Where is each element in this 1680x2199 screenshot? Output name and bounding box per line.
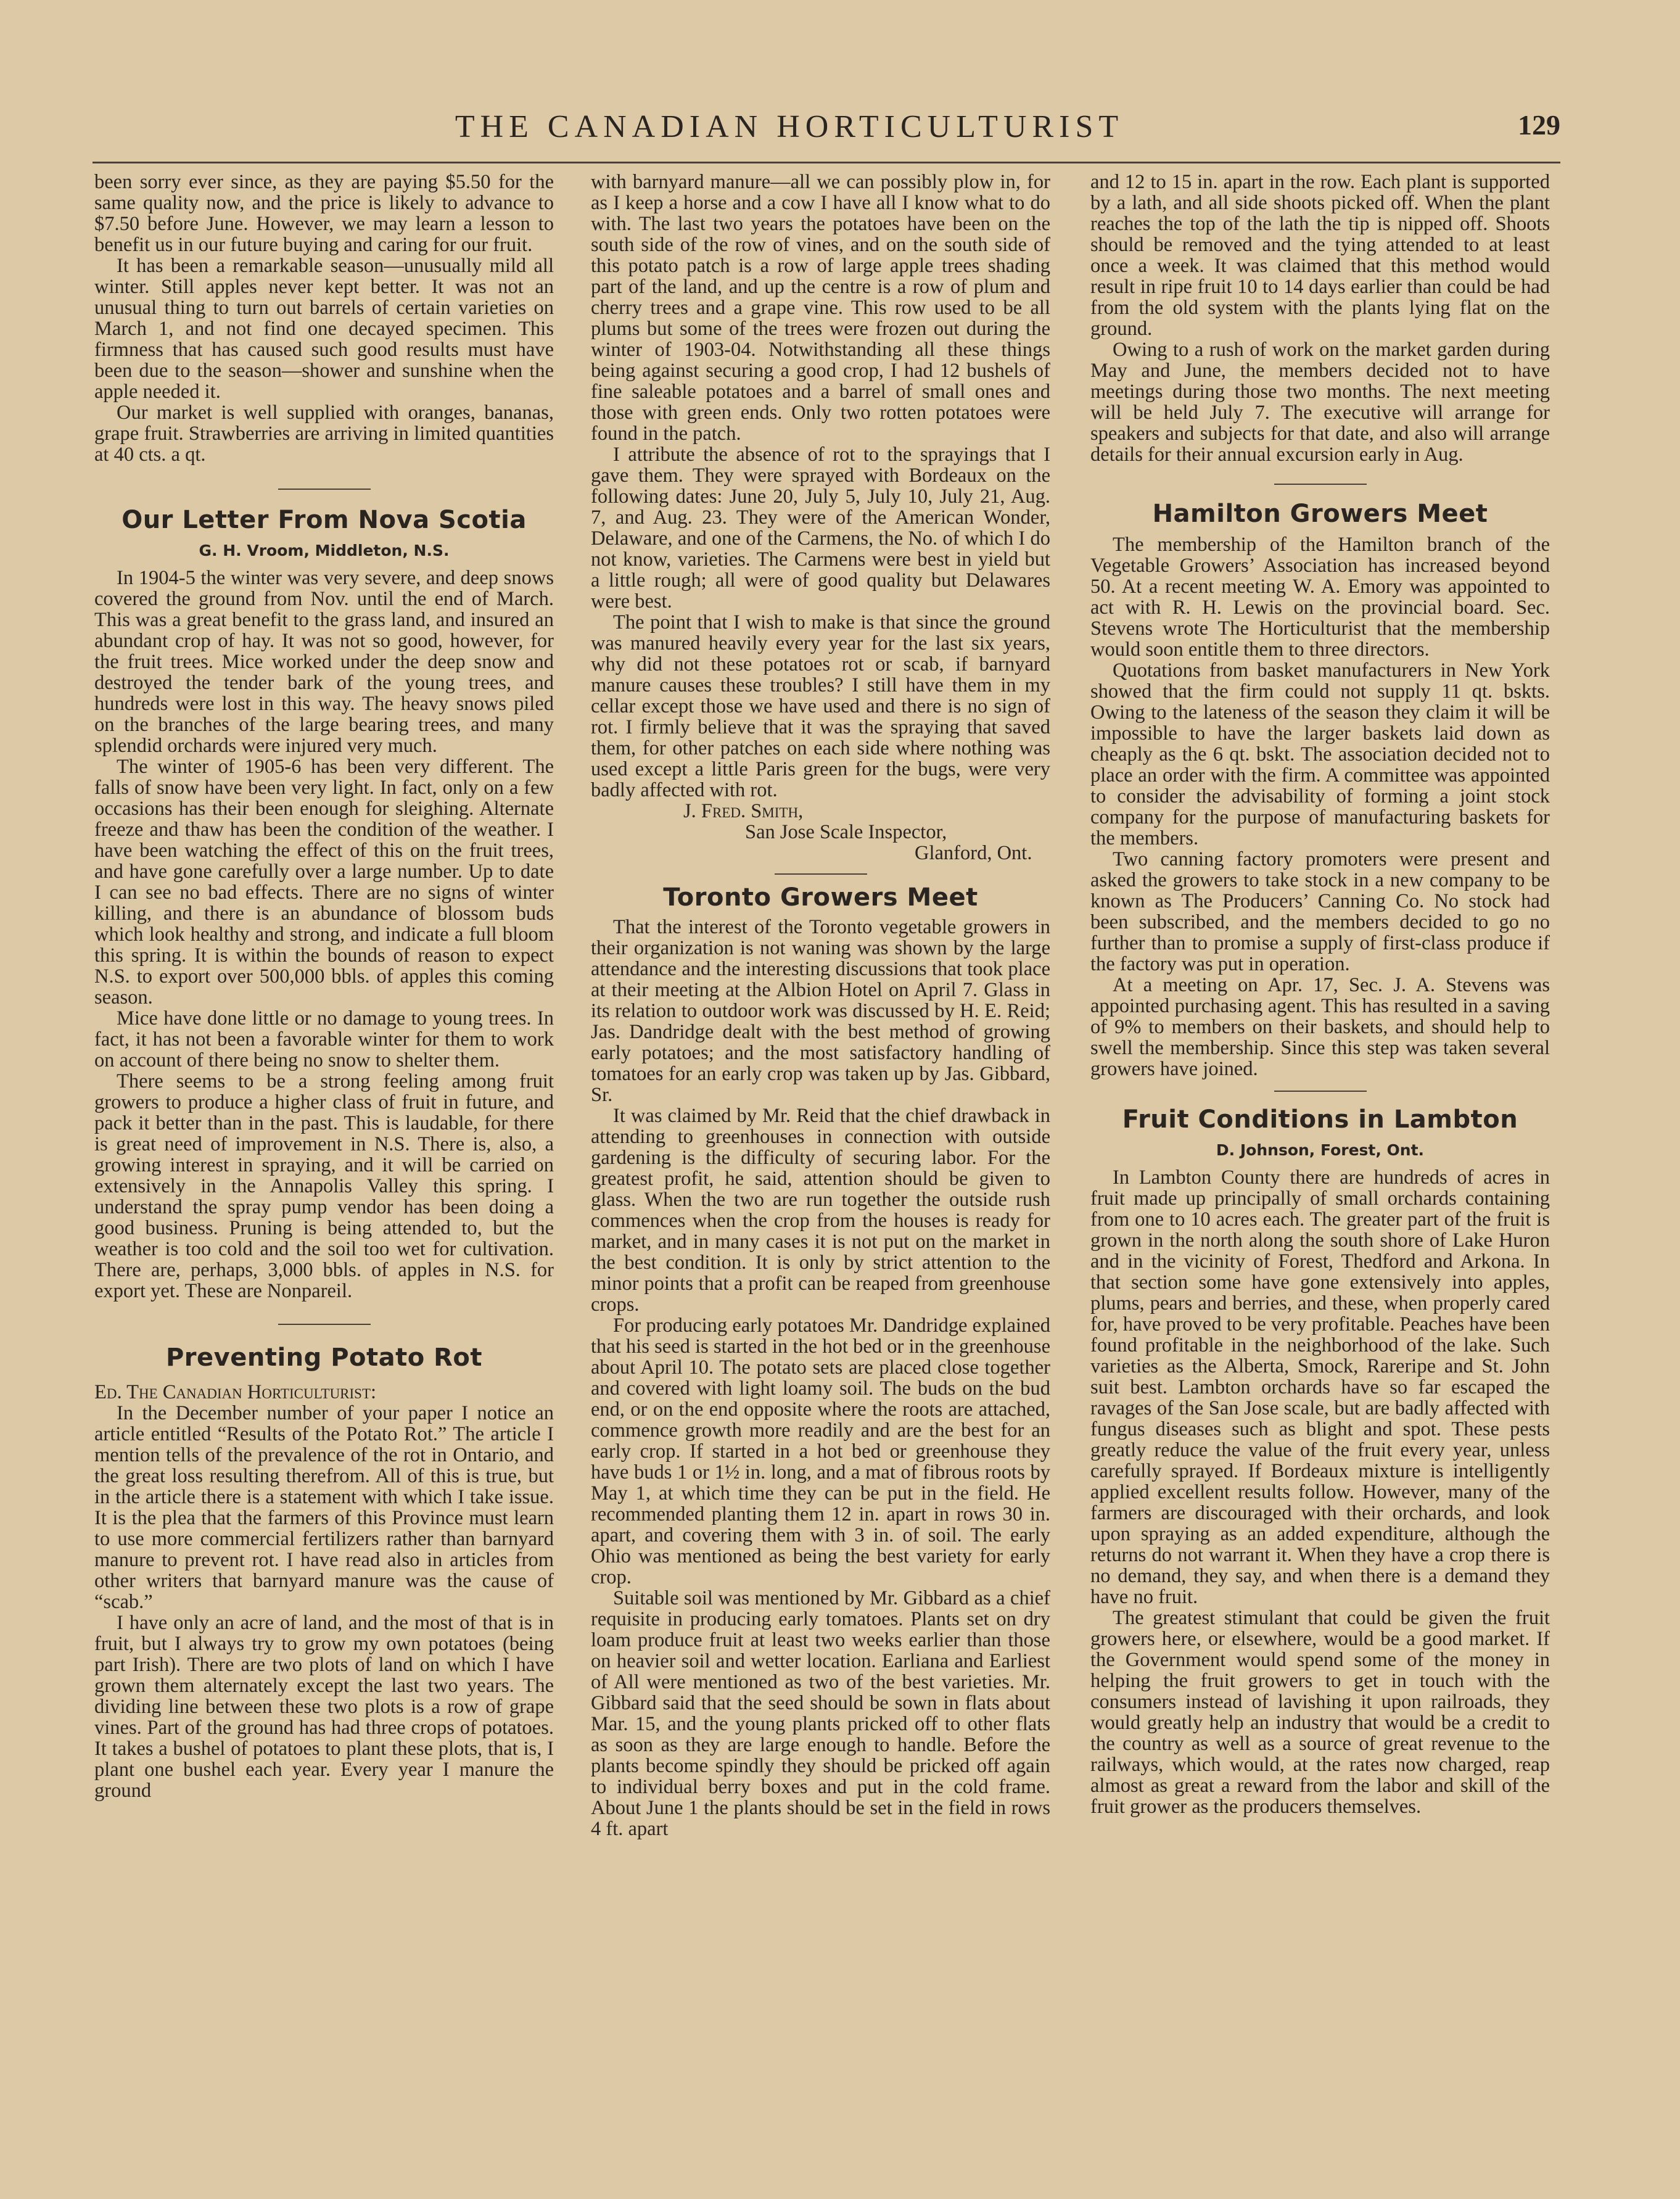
paragraph: In Lambton County there are hundreds of acres in fruit made up principally of small orchards containing from one to 10 acres each. The greater part of the fruit is grown in the north along the south shore of Lake Huron and in the vicinity of Forest, Thedford and Arkona. In that section some have gone extensively into apples, plums, pears and berries, and these, when properly cared for, have proved to be very profitable. Peaches have been found profitable in the neighborhood of the lake. Such varieties as the Alberta, Smock, Rareripe and St. John suit best. Lambton orchards have so far escaped the ravages of the San Jose scale, but are badly affected with fungus diseases such as blight and spot. These pests greatly reduce the value of the fruit every year, unless carefully sprayed. If Bordeaux mixture is intelligently applied excellent results follow. However, many of the farmers are discouraged with their orchards, and look upon spraying as an added expenditure, although the returns do not warrant it. When they have a crop there is no demand, they say, and when there is a demand they have no fruit. [1090, 1166, 1550, 1608]
paragraph: with barnyard manure—all we can possibly plow in, for as I keep a horse and a cow I have all I know what to do with. The last two years the potatoes have been on the south side of the row of vines, and on the south side of this potato patch is a row of large apple trees shading part of the land, and up the centre is a row of plum and cherry trees and a grape vine. This row used to be all plums but some of the trees were frozen out during the winter of 1903-04. Notwithstanding all these things being against securing a good crop, I had 12 bushels of fine saleable potatoes and a barrel of small ones and those with green ends. Only two rotten potatoes were found in the patch. [591, 171, 1050, 445]
paragraph: It has been a remarkable season—unusually mild all winter. Still apples never kept better. It was not an unusual thing to turn out barrels of certain varieties on March 1, and not find one decayed specimen. This firmness that has caused such good results must have been due to the season—shower and sunshine when the apple needed it. [94, 255, 554, 403]
section-divider [278, 489, 371, 490]
column-2 [591, 171, 1050, 1839]
section-divider [775, 873, 867, 875]
page-header [93, 109, 1560, 146]
page-number: 129 [1518, 109, 1560, 141]
article-title: Our Letter From Nova Scotia [121, 506, 527, 534]
paragraph: The greatest stimulant that could be given the fruit growers here, or elsewhere, would be a good market. If the Government would spend some of the money in helping the fruit growers to get in touch with the consumers instead of lavishing it upon railroads, they would greatly help an industry that would be a credit to the country as well as a source of great revenue to the railways, which would, at the rates now charged, reap almost as great a reward from the labor and skill of the fruit grower as the producers themselves. [1090, 1607, 1550, 1818]
header-rule [93, 162, 1560, 163]
signature-title: San Jose Scale Inspector, [745, 821, 947, 843]
signature-block [591, 801, 1050, 864]
article-title: Hamilton Growers Meet [1152, 500, 1488, 528]
salutation: Ed. The Canadian Horticulturist: [94, 1381, 377, 1403]
article-title: Fruit Conditions in Lambton [1122, 1105, 1518, 1134]
paragraph: The winter of 1905-6 has been very different. The falls of snow have been very light. In fact, only on a few occasions has their been enough for sleighing. Alternate freeze and thaw has been the condition of the weather. I have been watching the effect of this on the fruit trees, and have gone carefully over a large number. Up to date I can see no bad effects. There are no signs of winter killing, and there is an abundance of blossom buds which look healthy and strong, and indicate a full bloom this spring. It is within the bounds of reason to expect N.S. to export over 500,000 bbls. of apples this coming season. [94, 756, 554, 1009]
article-byline: D. Johnson, Forest, Ont. [1216, 1141, 1425, 1159]
paragraph: Mice have done little or no damage to young trees. In fact, it has not been a favorable winter for them to work on account of there being no snow to shelter them. [94, 1007, 554, 1071]
paragraph: It was claimed by Mr. Reid that the chief drawback in attending to greenhouses in connection with outside gardening is the difficulty of securing labor. For the greatest profit, he said, attention should be given to glass. When the two are run together the outside rush commences when the crop from the houses is ready for market, and in many cases it is not put on the market in the best condition. It is only by strict attention to the minor points that a profit can be reaped from greenhouse crops. [591, 1105, 1050, 1316]
paragraph: Suitable soil was mentioned by Mr. Gibbard as a chief requisite in producing early tomatoes. Plants set on dry loam produce fruit at least two weeks earlier than those on heavier soil and wetter location. Earliana and Earliest of All were mentioned as two of the best varieties. Mr. Gibbard said that the seed should be sown in flats about Mar. 15, and the young plants pricked off to other flats as soon as they are large enough to handle. Before the plants become spindly they should be pricked off again to individual berry boxes and put in the cold frame. About June 1 the plants should be set in the field in rows 4 ft. apart [591, 1587, 1050, 1840]
section-divider [278, 1324, 371, 1325]
paragraph: Owing to a rush of work on the market garden during May and June, the members decided not to have meetings during those two months. The next meeting will be held July 7. The executive will arrange for speakers and subjects for that date, and also will arrange details for their annual excursion early in Aug. [1090, 339, 1550, 466]
paragraph: The membership of the Hamilton branch of the Vegetable Growers’ Association has increased beyond 50. At a recent meeting W. A. Emory was appointed to act with R. H. Lewis on the provincial board. Sec. Stevens wrote The Horticulturist that the membership would soon entitle them to three directors. [1090, 534, 1550, 661]
column-1 [94, 171, 554, 1801]
paragraph: I have only an acre of land, and the most of that is in fruit, but I always try to grow my own potatoes (being part Irish). There are two plots of land on which I have grown them alternately except the last two years. The dividing line between these two plots is a row of grape vines. Part of the ground has had three crops of potatoes. It takes a bushel of potatoes to plant these plots, that is, I plant one bushel each year. Every year I manure the ground [94, 1612, 554, 1802]
paragraph: Quotations from basket manufacturers in New York showed that the firm could not supply 11 qt. bskts. Owing to the lateness of the season they claim it will be impossible to have the larger baskets laid down as cheaply as the 6 qt. bskt. The association decided not to place an order with the firm. A committee was appointed to consider the advisability of forming a joint stock company for the purpose of manufacturing baskets for the members. [1090, 659, 1550, 849]
paragraph: In 1904-5 the winter was very severe, and deep snows covered the ground from Nov. until the end of March. This was a great benefit to the grass land, and insured an abundant crop of hay. It was not so good, however, for the fruit trees. Mice worked under the deep snow and destroyed the tender bark of the young trees, and hundreds were lost in this way. The heavy snows piled on the branches of the large bearing trees, and many splendid orchards were injured very much. [94, 567, 554, 757]
paragraph: Two canning factory promoters were present and asked the growers to take stock in a new company to be known as The Producers’ Canning Co. No stock had been subscribed, and the members decided to go no further than to promise a supply of first-class produce if the factory was put in operation. [1090, 848, 1550, 975]
paragraph: At a meeting on Apr. 17, Sec. J. A. Stevens was appointed purchasing agent. This has resulted in a saving of 9% to members on their baskets, and should help to swell the membership. Since this step was taken several growers have joined. [1090, 974, 1550, 1080]
paragraph: There seems to be a strong feeling among fruit growers to produce a higher class of fruit in future, and pack it better than in the past. This is laudable, for there is great need of improvement in N.S. There is, also, a growing interest in spraying, and it will be carried on extensively in the Annapolis Valley this spring. I understand the spray pump vendor has been doing a good business. Pruning is being attended to, but the weather is too cold and the soil too wet for cultivation. There are, perhaps, 3,000 bbls. of apples in N.S. for export yet. These are Nonpareil. [94, 1070, 554, 1302]
signature-name: J. Fred. Smith, [683, 800, 804, 822]
section-divider [1274, 484, 1367, 485]
paragraph: Our market is well supplied with oranges, bananas, grape fruit. Strawberries are arriving in limited quantities at 40 cts. a qt. [94, 402, 554, 466]
article-title: Toronto Growers Meet [663, 883, 978, 912]
signature-place: Glanford, Ont. [915, 842, 1032, 864]
paragraph: For producing early potatoes Mr. Dandridge explained that his seed is started in the hot bed or in the greenhouse about April 10. The potato sets are placed close together and covered with light loamy soil. The buds on the bud end, or on the end opposite where the roots are attached, commence growth more readily and are the best for an early crop. If started in a hot bed or greenhouse they have buds 1 or 1½ in. long, and a mat of fibrous roots by May 1, at which time they can be put in the field. He recommended planting them 12 in. apart in rows 30 in. apart, and covering them with 3 in. of soil. The early Ohio was mentioned as being the best variety for early crop. [591, 1314, 1050, 1588]
column-3 [1090, 171, 1550, 1817]
paragraph: and 12 to 15 in. apart in the row. Each plant is supported by a lath, and all side shoots picked off. When the plant reaches the top of the lath the tip is nipped off. Shoots should be removed and the tying attended to at least once a week. It was claimed that this method would result in ripe fruit 10 to 14 days earlier than could be had from the old system with the plants lying flat on the ground. [1090, 171, 1550, 340]
paragraph: In the December number of your paper I notice an article entitled “Results of the Potato Rot.” The article I mention tells of the prevalence of the rot in Ontario, and the great loss resulting therefrom. All of this is true, but in the article there is a statement with which I take issue. It is the plea that the farmers of this Province must learn to use more commercial fertilizers rather than barnyard manure to prevent rot. I have read also in articles from other writers that barnyard manure was the cause of “scab.” [94, 1402, 554, 1613]
paragraph: been sorry ever since, as they are paying $5.50 for the same quality now, and the price is likely to advance to $7.50 before June. However, we may learn a lesson to benefit us in our future buying and caring for our fruit. [94, 171, 554, 256]
paragraph: The point that I wish to make is that since the ground was manured heavily every year for the last six years, why did not these potatoes rot or scab, if barnyard manure causes these troubles? I still have them in my cellar except those we have used and there is no sign of rot. I firmly believe that it was the spraying that saved them, for other patches on each side where nothing was used except a little Paris green for the bugs, were very badly affected with rot. [591, 611, 1050, 801]
running-title: THE CANADIAN HORTICULTURIST [455, 109, 1124, 144]
article-byline: G. H. Vroom, Middleton, N.S. [199, 542, 450, 559]
article-title: Preventing Potato Rot [165, 1343, 483, 1372]
paragraph: I attribute the absence of rot to the sprayings that I gave them. They were sprayed with Bordeaux on the following dates: June 20, July 5, July 10, July 21, Aug. 7, and Aug. 23. They were of the American Wonder, Delaware, and one of the Carmens, the No. of which I do not know, varieties. The Carmens were best in yield but a little rough; all were of good quality but Delawares were best. [591, 444, 1050, 613]
section-divider [1274, 1091, 1367, 1092]
paragraph: That the interest of the Toronto vegetable growers in their organization is not waning was shown by the large attendance and the interesting discussions that took place at their meeting at the Albion Hotel on April 7. Glass in its relation to outdoor work was discussed by H. E. Reid; Jas. Dandridge dealt with the best method of growing early potatoes; and the most satisfactory handling of tomatoes for an early crop was taken up by Jas. Gibbard, Sr. [591, 916, 1050, 1106]
